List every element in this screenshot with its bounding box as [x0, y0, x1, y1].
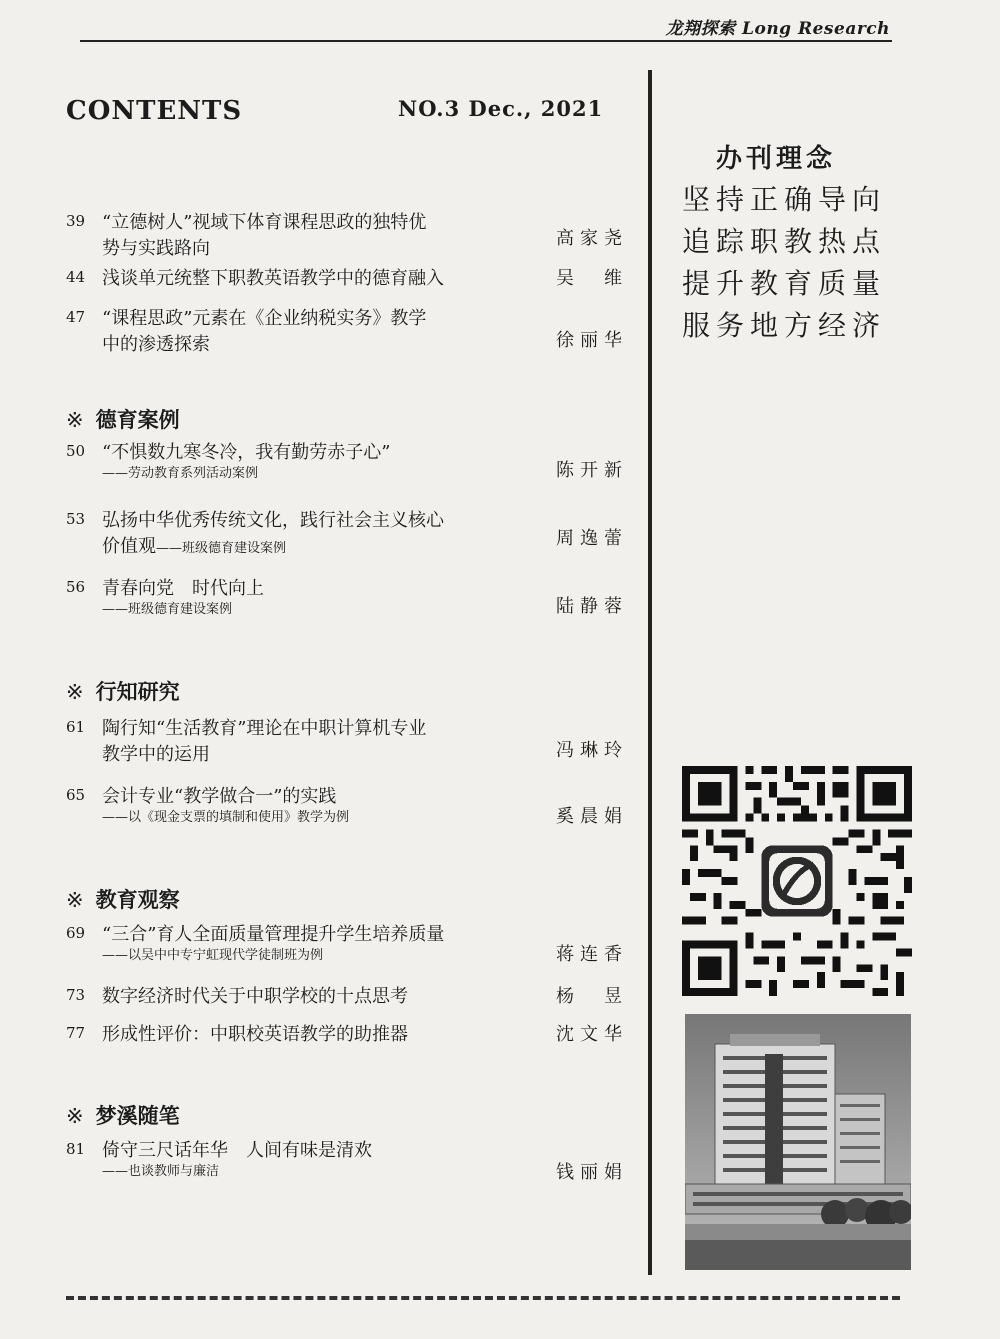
qr-code-icon[interactable]: [682, 766, 912, 996]
toc-entry[interactable]: [66, 212, 636, 272]
toc-entry[interactable]: [66, 1140, 636, 1200]
entry-subtitle: ——以吴中中专宁虹现代学徒制班为例: [102, 948, 324, 963]
motto-line: 服务地方经济: [682, 309, 887, 342]
page-number: 69: [66, 924, 86, 942]
section-mark-icon: ※: [66, 888, 84, 912]
toc-entry[interactable]: [66, 786, 636, 846]
issue-label: NO.3 Dec., 2021: [398, 96, 604, 121]
section-title: 梦溪随笔: [95, 1103, 180, 1128]
toc-entry[interactable]: [66, 718, 636, 778]
section-heading-moral-education: [66, 404, 180, 434]
page-number: 81: [66, 1140, 86, 1158]
entry-title: 倚守三尺话年华 人间有味是清欢: [102, 1140, 372, 1161]
entry-title-cont: 价值观: [102, 536, 156, 557]
entry-title: “不惧数九寒冬冷，我有勤劳赤子心”: [102, 442, 391, 463]
entry-subtitle: ——也谈教师与廉洁: [102, 1164, 220, 1179]
toc-entry[interactable]: [66, 578, 636, 638]
entry-author: 吴 维: [556, 268, 628, 289]
section-heading-xingzhi-research: [66, 676, 180, 706]
page-number: 77: [66, 1024, 86, 1042]
page-number: 56: [66, 578, 86, 596]
section-mark-icon: ※: [66, 1104, 84, 1128]
section-heading-mengxi-essays: [66, 1100, 180, 1130]
entry-title: 浅谈单元统整下职教英语教学中的德育融入: [102, 268, 444, 289]
section-heading-education-observation: [66, 884, 180, 914]
page-number: 50: [66, 442, 86, 460]
motto-line: 提升教育质量: [682, 267, 887, 300]
page-number: 73: [66, 986, 86, 1004]
contents-title: CONTENTS: [66, 96, 243, 126]
entry-title: 会计专业“教学做合一”的实践: [102, 786, 337, 807]
motto-line: 追踪职教热点: [682, 225, 887, 258]
entry-author: 徐丽华: [556, 330, 628, 351]
entry-title: “课程思政”元素在《企业纳税实务》教学: [102, 308, 427, 329]
section-title: 教育观察: [95, 887, 180, 912]
entry-title: “三合”育人全面质量管理提升学生培养质量: [102, 924, 445, 945]
column-divider: [648, 70, 652, 1275]
section-mark-icon: ※: [66, 408, 84, 432]
entry-author: 蒋连香: [556, 944, 628, 965]
entry-subtitle: ——班级德育建设案例: [156, 541, 287, 556]
page-number: 53: [66, 510, 86, 528]
page-number: 39: [66, 212, 86, 230]
entry-title: “立德树人”视域下体育课程思政的独特优: [102, 212, 427, 233]
footer-dashed-rule: [66, 1296, 900, 1300]
entry-title: 形成性评价：中职校英语教学的助推器: [102, 1024, 408, 1045]
entry-author: 冯琳玲: [556, 740, 628, 761]
toc-entry[interactable]: [66, 1024, 636, 1084]
entry-author: 钱丽娟: [556, 1162, 628, 1183]
entry-title-cont: 教学中的运用: [102, 744, 210, 765]
entry-author: 杨 昱: [556, 986, 628, 1007]
entry-title-cont-wrap: [102, 532, 532, 558]
section-mark-icon: ※: [66, 680, 84, 704]
page-number: 44: [66, 268, 86, 286]
entry-title-cont: 中的渗透探索: [102, 334, 210, 355]
entry-author: 奚晨娟: [556, 806, 628, 827]
entry-subtitle: ——劳动教育系列活动案例: [102, 466, 259, 481]
toc-entry[interactable]: [66, 442, 636, 502]
page-number: 65: [66, 786, 86, 804]
toc-entry[interactable]: [66, 510, 636, 570]
section-title: 德育案例: [95, 407, 180, 432]
toc-entry[interactable]: [66, 924, 636, 984]
entry-title: 青春向党 时代向上: [102, 578, 264, 599]
motto-line: 坚持正确导向: [682, 183, 887, 216]
entry-title-cont: 势与实践路向: [102, 238, 210, 259]
school-building-photo: [685, 1014, 911, 1270]
entry-author: 陆静蓉: [556, 596, 628, 617]
page-number: 47: [66, 308, 86, 326]
entry-subtitle: ——以《现金支票的填制和使用》教学为例: [102, 810, 350, 825]
section-title: 行知研究: [95, 679, 180, 704]
entry-title: 陶行知“生活教育”理论在中职计算机专业: [102, 718, 427, 739]
entry-subtitle: ——班级德育建设案例: [102, 602, 233, 617]
entry-author: 陈开新: [556, 460, 628, 481]
entry-author: 沈文华: [556, 1024, 628, 1045]
motto-title: 办刊理念: [716, 144, 837, 174]
entry-author: 高家尧: [556, 228, 628, 249]
toc-entry[interactable]: [66, 308, 636, 368]
entry-title: 弘扬中华优秀传统文化，践行社会主义核心: [102, 510, 444, 531]
entry-title: 数字经济时代关于中职学校的十点思考: [102, 986, 408, 1007]
entry-author: 周逸蕾: [556, 528, 628, 549]
header-rule: [80, 40, 892, 42]
header-brand: 龙翔探索 Long Research: [665, 19, 890, 39]
page-number: 61: [66, 718, 86, 736]
